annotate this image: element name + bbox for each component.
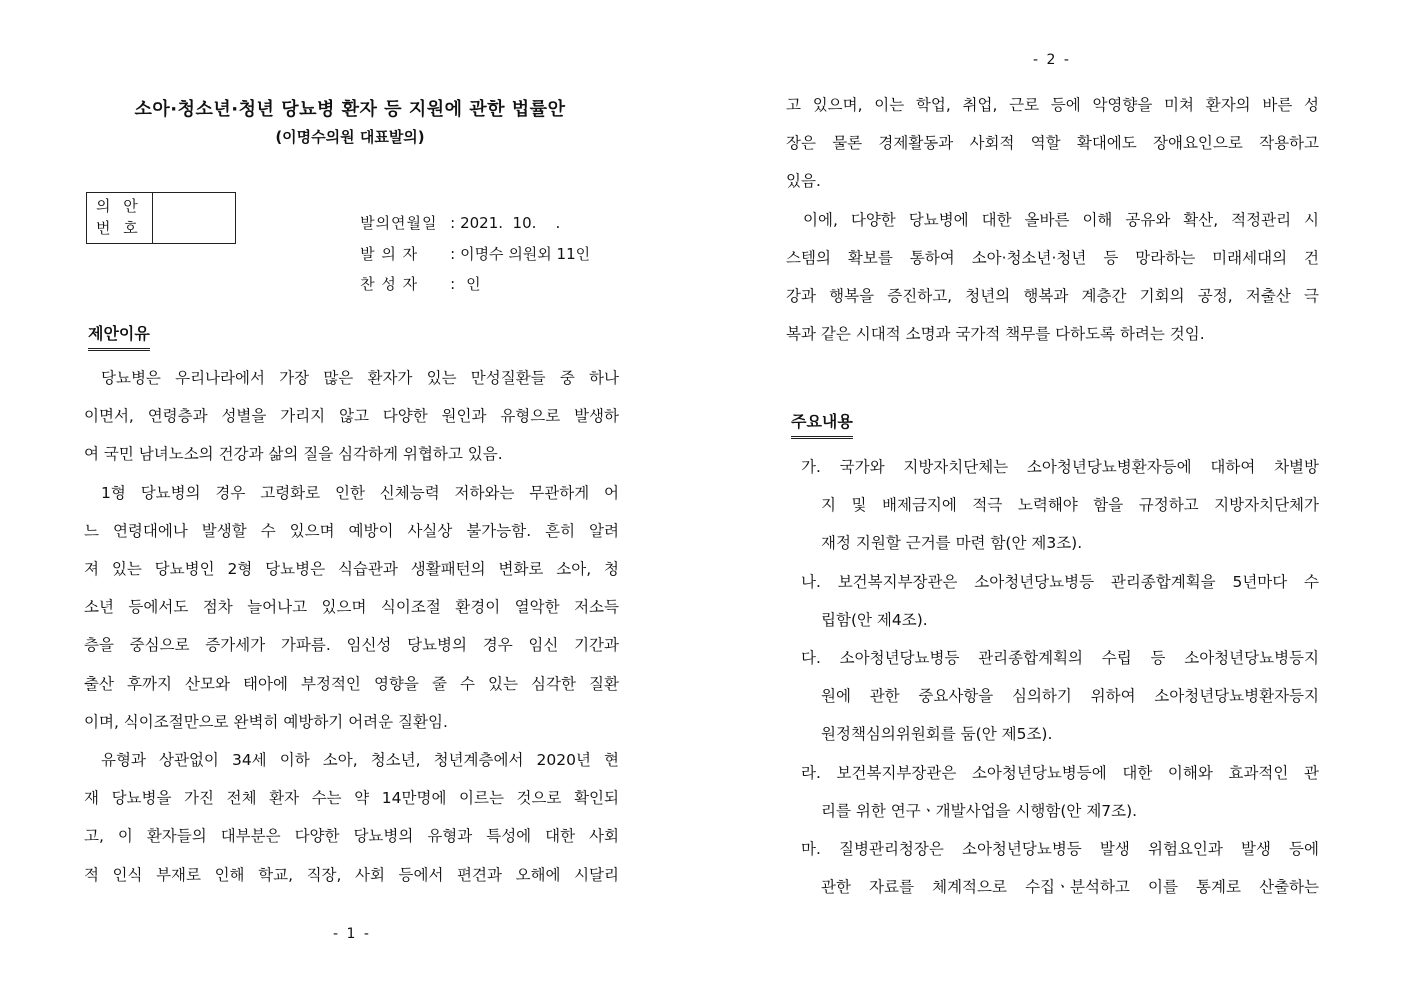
paragraph-line: 재정 지원할 근거를 마련 함(안 제3조).: [821, 534, 1083, 553]
meta-value: 이명수 의원외 11인: [460, 245, 591, 263]
paragraph-line: 적 인식 부재로 인해 학교, 직장, 사회 등에서 편견과 오해에 시달리: [84, 865, 619, 884]
paragraph-line: 출산 후까지 산모와 태아에 부정적인 영향을 줄 수 있는 심각한 질환: [84, 674, 619, 693]
meta-key: 찬 성 자: [360, 275, 419, 293]
paragraph-line: 느 연령대에나 발생할 수 있으며 예방이 사실상 불가능함. 흔히 알려: [84, 521, 619, 540]
paragraph-line: 가. 국가와 지방자치단체는 소아청년당뇨병환자등에 대하여 차별방: [801, 458, 1319, 476]
paragraph-line: 립함(안 제4조).: [821, 610, 928, 629]
paragraph-line: 고, 이 환자들의 대부분은 다양한 당뇨병의 유형과 특성에 대한 사회: [84, 827, 619, 846]
paragraph-line: 재 당뇨병을 가진 전체 환자 수는 약 14만명에 이르는 것으로 확인되: [84, 789, 619, 808]
meta-key: 발 의 자: [360, 245, 419, 263]
paragraph-line: 스템의 확보를 통하여 소아·청소년·청년 등 망라하는 미래세대의 건: [786, 248, 1319, 267]
paragraph-line: 강과 행복을 증진하고, 청년의 행복과 계층간 기회의 공정, 저출산 극: [786, 287, 1319, 305]
paragraph-line: 리를 위한 연구ㆍ개발사업을 시행함(안 제7조).: [821, 801, 1138, 820]
bill-subtitle: (이명수의원 대표발의): [275, 128, 425, 146]
page-number: - 2 -: [1033, 52, 1071, 68]
paragraph-line: 지 및 배제금지에 적극 노력해야 함을 규정하고 지방자치단체가: [821, 496, 1319, 515]
paragraph-line: 있음.: [786, 172, 821, 191]
meta-sep: :: [450, 245, 456, 263]
paragraph-line: 원정책심의위원회를 둠(안 제5조).: [821, 725, 1053, 744]
paragraph-line: 져 있는 당뇨병인 2형 당뇨병은 식습관과 생활패턴의 변화로 소아, 청: [84, 560, 619, 578]
paragraph-line: 마. 질병관리청장은 소아청년당뇨병등 발생 위험요인과 발생 등에: [801, 840, 1319, 858]
document-page-2: [700, 0, 1403, 992]
meta-row: [341, 254, 481, 314]
paragraph-line: 나. 보건복지부장관은 소아청년당뇨병등 관리종합계획을 5년마다 수: [801, 572, 1319, 591]
document-page-1: [0, 0, 700, 992]
page-number: - 1 -: [333, 926, 371, 942]
meta-sep: :: [450, 214, 456, 232]
bill-number-label-line1: 의 안: [96, 197, 142, 215]
paragraph-line: 유형과 상관없이 34세 이하 소아, 청소년, 청년계층에서 2020년 현: [101, 751, 619, 769]
meta-key: 발의연월일: [360, 214, 438, 232]
paragraph-line: 원에 관한 중요사항을 심의하기 위하여 소아청년당뇨병환자등지: [821, 687, 1319, 706]
paragraph-line: 복과 같은 시대적 소명과 국가적 책무를 다하도록 하려는 것임.: [786, 325, 1205, 344]
paragraph-line: 층을 중심으로 증가세가 가파름. 임신성 당뇨병의 경우 임신 기간과: [84, 636, 619, 655]
meta-sep: :: [450, 275, 456, 293]
section-heading-main: 주요내용: [791, 409, 853, 439]
bill-number-value: [153, 193, 235, 243]
paragraph-line: 1형 당뇨병의 경우 고령화로 인한 신체능력 저하와는 무관하게 어: [101, 483, 619, 502]
paragraph-line: 이면서, 연령층과 성별을 가리지 않고 다양한 원인과 유형으로 발생하: [84, 407, 619, 426]
paragraph-line: 여 국민 남녀노소의 건강과 삶의 질을 심각하게 위협하고 있음.: [84, 445, 503, 464]
paragraph-line: 이며, 식이조절만으로 완벽히 예방하기 어려운 질환임.: [84, 712, 448, 731]
bill-number-box: [86, 192, 236, 244]
bill-title: 소아·청소년·청년 당뇨병 환자 등 지원에 관한 법률안: [134, 99, 566, 120]
paragraph-line: 고 있으며, 이는 학업, 취업, 근로 등에 악영향을 미쳐 환자의 바른 성: [786, 96, 1319, 114]
paragraph-line: 라. 보건복지부장관은 소아청년당뇨병등에 대한 이해와 효과적인 관: [801, 763, 1319, 782]
paragraph-line: 다. 소아청년당뇨병등 관리종합계획의 수립 등 소아청년당뇨병등지: [801, 649, 1319, 667]
bill-number-label: [87, 193, 153, 243]
paragraph-line: 당뇨병은 우리나라에서 가장 많은 환자가 있는 만성질환들 중 하나: [101, 369, 619, 387]
meta-value: 2021. 10. .: [460, 214, 561, 232]
bill-number-label-line2: 번 호: [96, 219, 142, 237]
meta-value: 인: [466, 275, 481, 293]
paragraph-line: 장은 물론 경제활동과 사회적 역할 확대에도 장애요인으로 작용하고: [786, 134, 1319, 153]
paragraph-line: 이에, 다양한 당뇨병에 대한 올바른 이해 공유와 확산, 적정관리 시: [803, 210, 1319, 229]
paragraph-line: 소년 등에서도 점차 늘어나고 있으며 식이조절 환경이 열악한 저소득: [84, 598, 619, 617]
section-heading-reason: 제안이유: [88, 321, 150, 351]
paragraph-line: 관한 자료를 체계적으로 수집ㆍ분석하고 이를 통계로 산출하는: [821, 878, 1319, 897]
